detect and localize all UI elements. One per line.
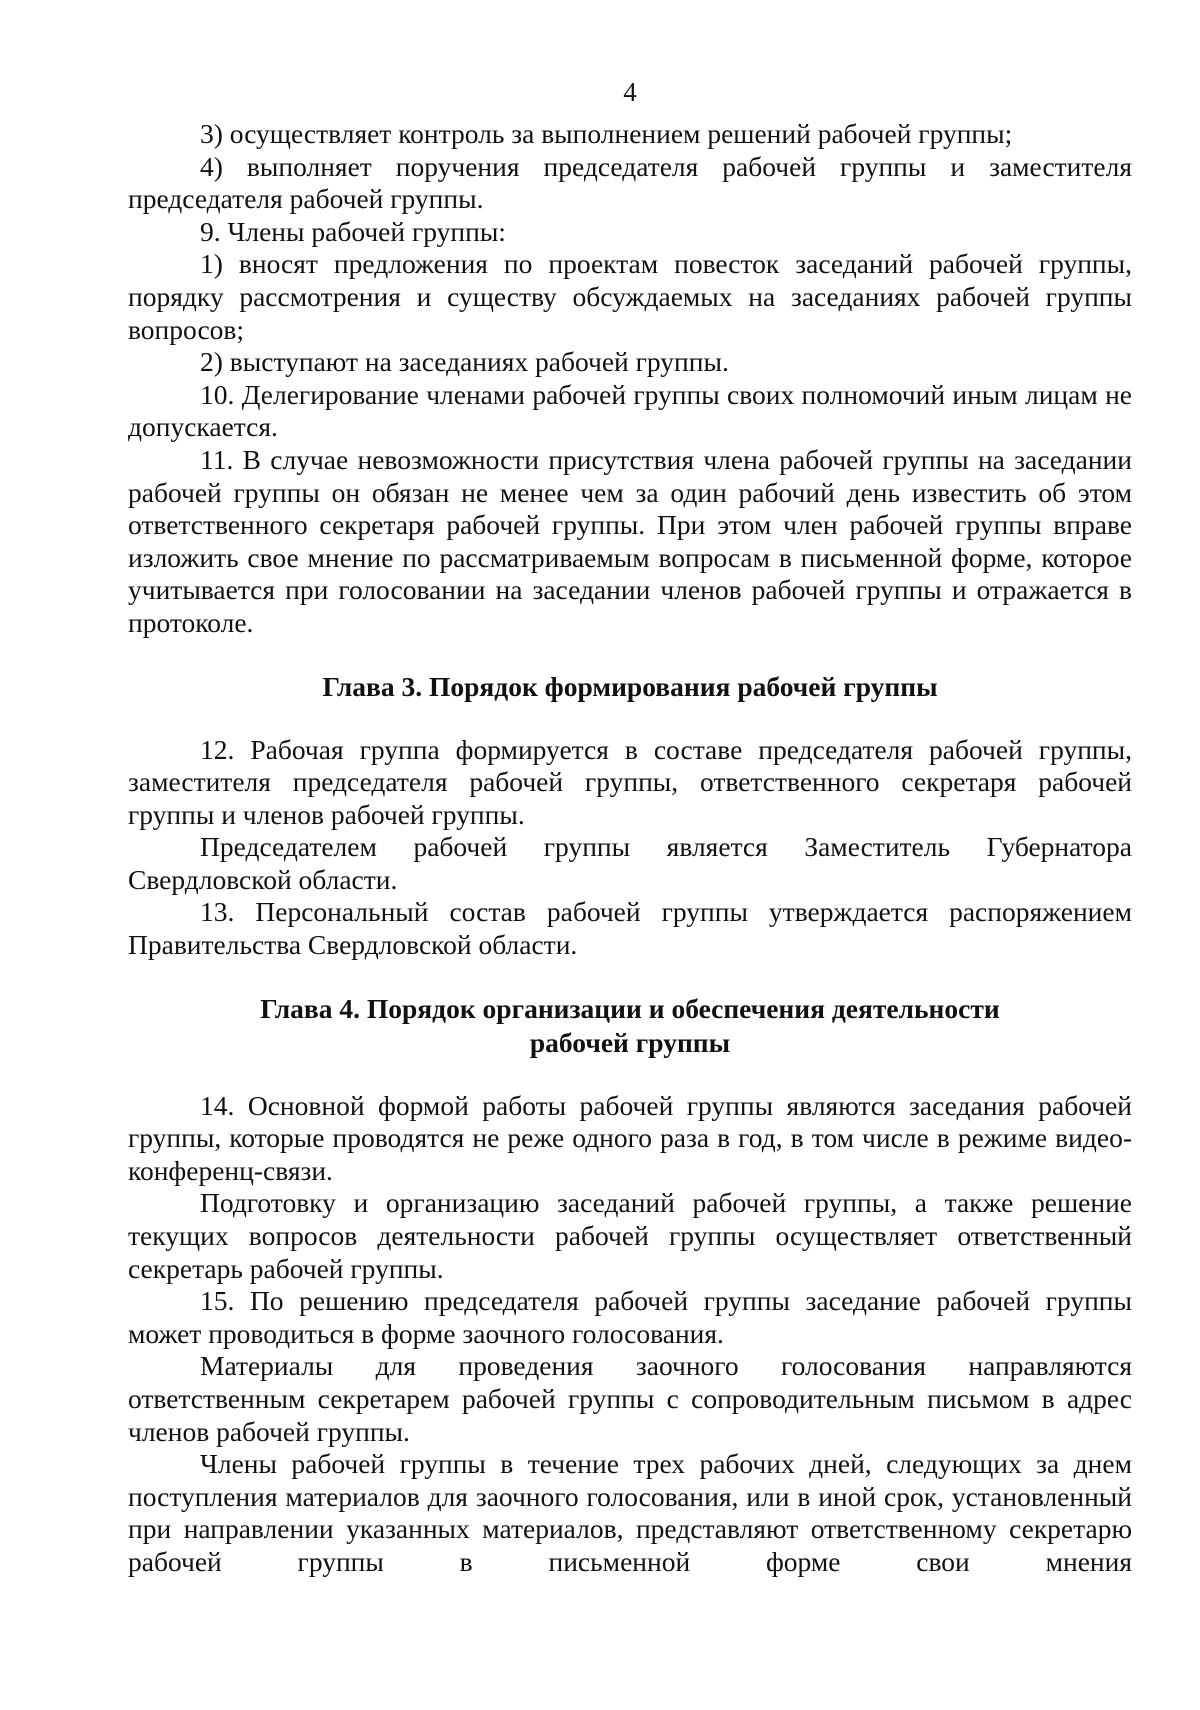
paragraph: 14. Основной формой работы рабочей группы являются заседания рабочей группы, которые проводятся не реже одного раза в год, в том числе в режиме видео-конференц-связи. bbox=[128, 1089, 1132, 1186]
paragraph: Подготовку и организацию заседаний рабочей группы, а также решение текущих вопросов деятельности рабочей группы осуществляет ответственный секретарь рабочей группы. bbox=[128, 1187, 1132, 1284]
paragraph: 4) выполняет поручения председателя рабочей группы и заместителя председателя рабочей группы. bbox=[128, 150, 1132, 215]
spacer bbox=[128, 962, 1132, 992]
spacer bbox=[128, 1060, 1132, 1090]
paragraph: 12. Рабочая группа формируется в составе председателя рабочей группы, заместителя председателя рабочей группы, ответственного секретаря рабочей группы и членов рабочей группы. bbox=[128, 733, 1132, 830]
paragraph: 1) вносят предложения по проектам повесток заседаний рабочей группы, порядку рассмотрения и существу обсуждаемых на заседаниях рабочей группы вопросов; bbox=[128, 248, 1132, 345]
paragraph: 11. В случае невозможности присутствия члена рабочей группы на заседании рабочей группы он обязан не менее чем за один рабочий день известить об этом ответственного секретаря рабочей группы. При этом член рабочей группы вправе изложить свое мнение по рассматриваемым вопросам в письменной форме, которое учитывается при голосовании на заседании членов рабочей группы и отражается в протоколе. bbox=[128, 443, 1132, 638]
paragraph: 3) осуществляет контроль за выполнением решений рабочей группы; bbox=[200, 118, 1013, 149]
paragraph: 2) выступают на заседаниях рабочей группы. bbox=[200, 346, 729, 378]
page-number: 4 bbox=[623, 77, 637, 107]
paragraph: 10. Делегирование членами рабочей группы своих полномочий иным лицам не допускается. bbox=[128, 378, 1132, 443]
paragraph: Материалы для проведения заочного голосования направляются ответственным секретарем рабочей группы с сопроводительным письмом в адрес членов рабочей группы. bbox=[128, 1350, 1132, 1447]
paragraph: 15. По решению председателя рабочей группы заседание рабочей группы может проводиться в форме заочного голосования. bbox=[128, 1285, 1132, 1349]
spacer bbox=[128, 704, 1132, 734]
paragraph: 9. Члены рабочей группы: bbox=[200, 215, 506, 247]
paragraph: Председателем рабочей группы является Заместитель Губернатора Свердловской области. bbox=[128, 831, 1132, 895]
spacer bbox=[128, 640, 1132, 670]
paragraph: Члены рабочей группы в течение трех рабочих дней, следующих за днем поступления материалов для заочного голосования, или в иной срок, установленный при направлении указанных материалов, представляют ответственному секретарю рабочей группы в письменной форме свои мнения bbox=[128, 1448, 1132, 1577]
document-body bbox=[128, 118, 1132, 1579]
chapter-heading bbox=[128, 992, 1132, 1060]
chapter-heading-line-2: рабочей группы bbox=[529, 1026, 731, 1058]
chapter-heading-line-1: Глава 4. Порядок организации и обеспечения деятельности bbox=[260, 992, 1000, 1024]
chapter-heading: Глава 3. Порядок формирования рабочей группы bbox=[322, 670, 938, 702]
paragraph: 13. Персональный состав рабочей группы утверждается распоряжением Правительства Свердловской области. bbox=[128, 896, 1132, 961]
